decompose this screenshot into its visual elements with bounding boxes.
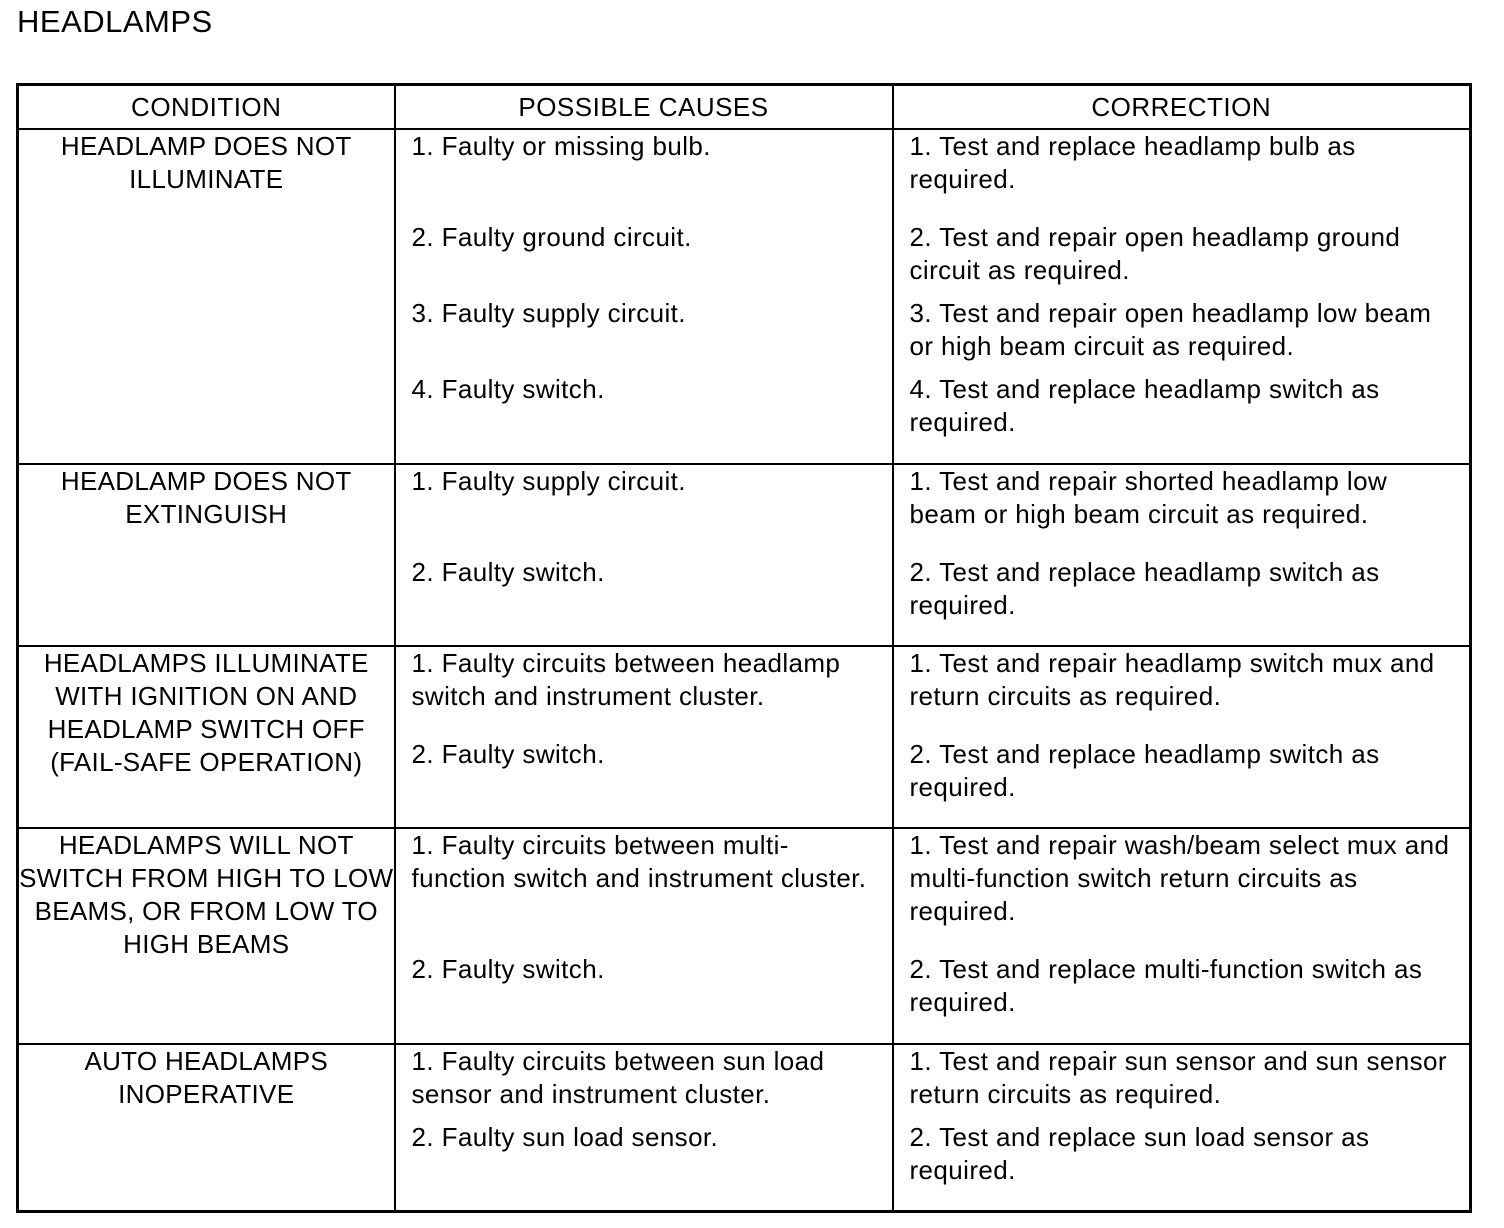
condition-cell: HEADLAMP DOES NOT EXTINGUISH — [18, 464, 395, 646]
column-header-possible-causes: POSSIBLE CAUSES — [395, 85, 893, 130]
cause-item: 1. Faulty circuits between headlamp switch and instrument cluster. — [411, 648, 841, 711]
cause-item: 4. Faulty switch. — [411, 374, 605, 404]
cause-item: 2. Faulty switch. — [411, 954, 605, 984]
correction-item: 1. Test and repair wash/beam select mux and multi-function switch return circuits as required. — [909, 830, 1450, 926]
corrections-cell — [893, 646, 1471, 828]
diagnosis-table — [16, 83, 1472, 1213]
cause-item: 3. Faulty supply circuit. — [411, 298, 686, 328]
correction-item: 2. Test and repair open headlamp ground circuit as required. — [909, 222, 1401, 285]
cause-item: 2. Faulty switch. — [411, 557, 605, 587]
table-row — [18, 646, 1471, 828]
corrections-cell — [893, 129, 1471, 464]
causes-cell — [395, 828, 893, 1044]
cause-item: 1. Faulty supply circuit. — [411, 466, 686, 496]
correction-item: 1. Test and repair headlamp switch mux and return circuits as required. — [909, 648, 1435, 711]
correction-item: 2. Test and replace headlamp switch as required. — [909, 739, 1380, 802]
correction-item: 2. Test and replace multi-function switch as required. — [909, 954, 1423, 1017]
condition-cell: HEADLAMP DOES NOT ILLUMINATE — [18, 129, 395, 464]
condition-cell: HEADLAMPS WILL NOT SWITCH FROM HIGH TO LOW BEAMS, OR FROM LOW TO HIGH BEAMS — [18, 828, 395, 1044]
cause-item: 1. Faulty circuits between multi-function switch and instrument cluster. — [411, 830, 867, 893]
table-header — [18, 85, 1471, 130]
corrections-cell — [893, 1044, 1471, 1211]
cause-item: 2. Faulty sun load sensor. — [411, 1122, 719, 1152]
condition-cell: AUTO HEADLAMPS INOPERATIVE — [18, 1044, 395, 1211]
causes-cell — [395, 646, 893, 828]
corrections-cell — [893, 464, 1471, 646]
correction-item: 2. Test and replace headlamp switch as required. — [909, 557, 1380, 620]
correction-item: 4. Test and replace headlamp switch as required. — [909, 374, 1380, 437]
correction-item: 1. Test and repair shorted headlamp low beam or high beam circuit as required. — [909, 466, 1388, 529]
cause-item: 2. Faulty switch. — [411, 739, 605, 769]
column-header-condition: CONDITION — [18, 85, 395, 130]
page-title: HEADLAMPS — [17, 4, 213, 39]
table-row — [18, 828, 1471, 1044]
condition-cell: HEADLAMPS ILLUMINATE WITH IGNITION ON AND HEADLAMP SWITCH OFF (FAIL-SAFE OPERATION) — [18, 646, 395, 828]
table-body — [18, 129, 1471, 1211]
corrections-cell — [893, 828, 1471, 1044]
header-row — [18, 85, 1471, 130]
table-row — [18, 129, 1471, 464]
column-header-correction: CORRECTION — [893, 85, 1471, 130]
causes-cell — [395, 1044, 893, 1211]
causes-cell — [395, 464, 893, 646]
cause-item: 1. Faulty or missing bulb. — [411, 131, 711, 161]
cause-item: 2. Faulty ground circuit. — [411, 222, 692, 252]
table-row — [18, 1044, 1471, 1211]
causes-cell — [395, 129, 893, 464]
correction-item: 1. Test and repair sun sensor and sun sensor return circuits as required. — [909, 1046, 1447, 1109]
cause-item: 1. Faulty circuits between sun load sensor and instrument cluster. — [411, 1046, 825, 1109]
correction-item: 1. Test and replace headlamp bulb as required. — [909, 131, 1356, 194]
correction-item: 2. Test and replace sun load sensor as required. — [909, 1122, 1370, 1185]
correction-item: 3. Test and repair open headlamp low beam or high beam circuit as required. — [909, 298, 1432, 361]
table-row — [18, 464, 1471, 646]
